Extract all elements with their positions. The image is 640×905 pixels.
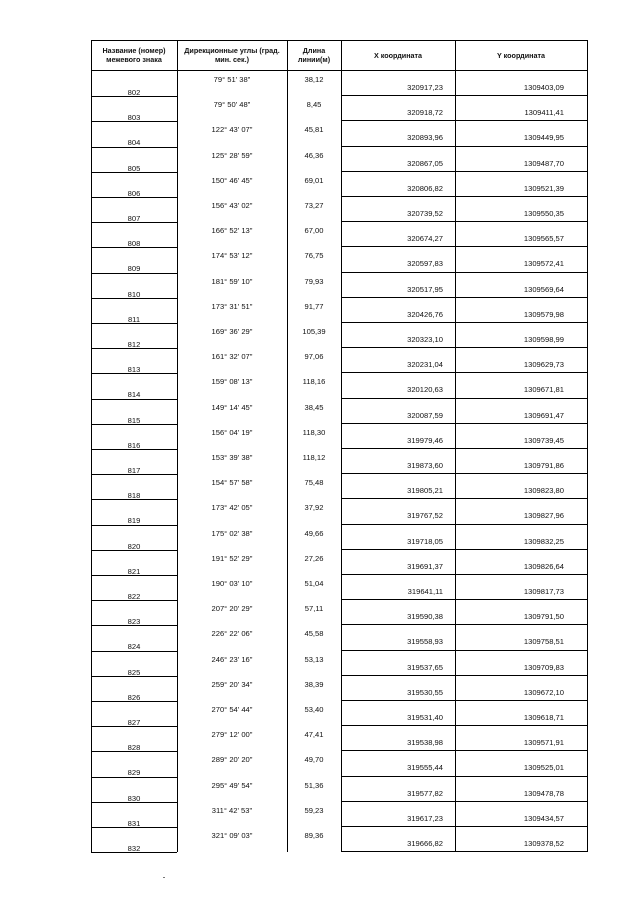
point-name: 817 [127, 466, 141, 475]
direction-angle: 166° 52' 13" [211, 226, 253, 236]
row-rule [341, 297, 587, 298]
y-coordinate: 1309629,73 [523, 360, 564, 370]
x-coordinate: 320120,63 [407, 385, 443, 395]
line-length: 57,11 [304, 604, 324, 614]
line-length: 67,00 [304, 226, 324, 236]
x-coordinate: 319530,55 [407, 687, 443, 697]
row-rule [341, 423, 587, 424]
point-name: 823 [127, 617, 141, 627]
direction-angle: 153° 39' 38" [211, 453, 253, 462]
x-coordinate: 320323,10 [407, 335, 443, 344]
point-name: 832 [127, 844, 141, 853]
x-coordinate: 320806,82 [407, 183, 443, 193]
y-coordinate: 1309791,50 [523, 612, 564, 622]
direction-angle: 122° 43' 07" [211, 125, 253, 135]
line-length: 118,16 [302, 377, 326, 387]
line-length: 76,75 [304, 251, 324, 261]
point-name: 820 [127, 541, 141, 551]
direction-angle: 181° 59' 10" [211, 276, 253, 286]
direction-angle: 289° 20' 20" [211, 755, 253, 765]
x-coordinate: 319590,38 [407, 612, 443, 622]
row-rule [341, 95, 587, 96]
point-name: 807 [127, 214, 141, 223]
x-coordinate: 319531,40 [407, 713, 443, 722]
line-length: 46,36 [304, 150, 324, 160]
line-length: 97,06 [304, 352, 324, 362]
line-length: 118,30 [302, 427, 326, 437]
y-coordinate: 1309521,39 [523, 183, 564, 193]
direction-angle: 295° 49' 54" [211, 780, 253, 790]
y-coordinate: 1309672,10 [523, 687, 564, 697]
line-length: 37,92 [304, 503, 324, 513]
x-coordinate: 319641,11 [407, 587, 443, 596]
line-length: 73,27 [304, 201, 324, 210]
line-length: 8,45 [306, 100, 322, 110]
line-length: 105,39 [302, 327, 326, 336]
point-name: 802 [127, 88, 141, 97]
point-name: 819 [127, 516, 141, 526]
row-rule [341, 171, 587, 172]
column-rule [587, 40, 588, 852]
point-name: 811 [127, 314, 141, 324]
y-coordinate: 1309569,64 [523, 284, 564, 294]
y-coordinate: 1309598,99 [523, 335, 564, 344]
table-top-rule [91, 40, 587, 41]
point-name: 815 [127, 415, 141, 425]
y-coordinate: 1309478,78 [523, 788, 564, 798]
x-coordinate: 320231,04 [407, 360, 443, 370]
x-coordinate: 319558,93 [407, 637, 443, 647]
y-coordinate: 1309758,51 [523, 637, 564, 647]
x-coordinate: 320674,27 [407, 234, 443, 244]
row-rule [341, 624, 587, 625]
point-name: 829 [127, 768, 141, 778]
y-coordinate: 1309565,57 [523, 234, 564, 244]
row-rule [341, 851, 587, 852]
y-coordinate: 1309449,95 [523, 133, 564, 143]
direction-angle: 190° 03' 10" [211, 579, 253, 588]
line-length: 38,45 [304, 402, 324, 412]
y-coordinate: 1309572,41 [523, 259, 564, 269]
y-coordinate: 1309487,70 [523, 158, 564, 168]
point-name: 813 [127, 365, 141, 375]
line-length: 27,26 [304, 553, 324, 563]
direction-angle: 173° 42' 05" [211, 503, 253, 513]
point-name: 809 [127, 264, 141, 274]
direction-angle: 125° 28' 59" [211, 150, 253, 160]
point-name: 822 [127, 592, 141, 601]
x-coordinate: 320893,96 [407, 133, 443, 143]
row-rule [341, 322, 587, 323]
x-coordinate: 319555,44 [407, 763, 443, 773]
line-length: 75,48 [304, 478, 324, 488]
x-coordinate: 320597,83 [407, 259, 443, 269]
y-coordinate: 1309832,25 [523, 536, 564, 546]
y-coordinate: 1309817,73 [523, 587, 564, 596]
row-rule [341, 675, 587, 676]
line-length: 51,04 [304, 579, 324, 588]
row-rule [341, 498, 587, 499]
point-name: 808 [127, 239, 141, 249]
direction-angle: 169° 36' 29" [211, 327, 253, 336]
row-rule [341, 801, 587, 802]
y-coordinate: 1309826,64 [523, 561, 564, 571]
x-coordinate: 320426,76 [407, 309, 443, 319]
x-coordinate: 319617,23 [407, 813, 443, 823]
direction-angle: 156° 43' 02" [211, 201, 253, 210]
line-length: 51,36 [304, 780, 324, 790]
y-coordinate: 1309691,47 [523, 410, 564, 420]
line-length: 49,66 [304, 528, 324, 538]
direction-angle: 161° 32' 07" [211, 352, 253, 362]
line-length: 69,01 [304, 175, 324, 185]
x-coordinate: 319767,52 [407, 511, 443, 521]
row-rule [341, 599, 587, 600]
row-rule [341, 372, 587, 373]
x-coordinate: 319979,46 [407, 435, 443, 445]
line-length: 49,70 [304, 755, 324, 765]
y-coordinate: 1309618,71 [523, 713, 564, 722]
row-rule [341, 448, 587, 449]
line-length: 79,93 [304, 276, 324, 286]
row-rule [341, 776, 587, 777]
point-name: 806 [127, 188, 141, 198]
direction-angle: 191° 52' 29" [211, 553, 253, 563]
row-rule [341, 826, 587, 827]
line-length: 91,77 [304, 301, 324, 311]
line-length: 38,39 [304, 679, 324, 689]
point-name: 826 [127, 692, 141, 702]
point-name: 827 [127, 718, 141, 727]
point-name: 804 [127, 138, 141, 148]
y-coordinate: 1309403,09 [523, 83, 564, 92]
row-rule [341, 700, 587, 701]
x-coordinate: 320918,72 [407, 108, 443, 118]
row-rule [341, 549, 587, 550]
x-coordinate: 319718,05 [407, 536, 443, 546]
direction-angle: 79° 51' 38" [213, 75, 251, 84]
y-coordinate: 1309434,57 [523, 813, 564, 823]
direction-angle: 156° 04' 19" [211, 427, 253, 437]
point-name: 810 [127, 289, 141, 299]
x-coordinate: 320517,95 [407, 284, 443, 294]
header-direction-angle: Дирекционные углы (град. мин. сек.) [177, 40, 287, 71]
line-length: 45,58 [304, 629, 324, 639]
x-coordinate: 320739,52 [407, 209, 443, 218]
y-coordinate: 1309823,80 [523, 486, 564, 496]
line-length: 53,40 [304, 705, 324, 714]
row-rule [341, 725, 587, 726]
direction-angle: 154° 57' 58" [211, 478, 253, 488]
row-rule [341, 120, 587, 121]
row-rule [341, 524, 587, 525]
point-name: 828 [127, 743, 141, 753]
row-rule [341, 398, 587, 399]
line-length: 53,13 [304, 654, 324, 664]
row-rule [341, 750, 587, 751]
y-coordinate: 1309525,01 [523, 763, 564, 773]
point-name: 805 [127, 163, 141, 173]
point-name: 831 [127, 818, 141, 828]
x-coordinate: 319873,60 [407, 461, 443, 470]
point-name: 830 [127, 793, 141, 803]
y-coordinate: 1309411,41 [524, 108, 564, 118]
x-coordinate: 320917,23 [407, 83, 443, 92]
direction-angle: 207° 20' 29" [211, 604, 253, 614]
y-coordinate: 1309378,52 [523, 839, 564, 848]
x-coordinate: 319666,82 [407, 839, 443, 848]
row-rule [341, 146, 587, 147]
y-coordinate: 1309827,96 [523, 511, 564, 521]
line-length: 47,41 [304, 730, 324, 740]
direction-angle: 159° 08' 13" [211, 377, 253, 387]
direction-angle: 279° 12' 00" [211, 730, 253, 740]
header-point-name: Название (номер) межевого знака [91, 40, 177, 71]
point-name: 818 [127, 491, 141, 501]
row-rule [341, 347, 587, 348]
row-rule [341, 272, 587, 273]
point-name: 814 [127, 390, 141, 400]
direction-angle: 150° 46' 45" [211, 175, 253, 185]
x-coordinate: 319538,98 [407, 738, 443, 748]
direction-angle: 270° 54' 44" [211, 705, 253, 714]
line-length: 89,36 [304, 831, 324, 840]
header-line-length: Длина линии(м) [287, 40, 341, 71]
y-coordinate: 1309791,86 [523, 461, 564, 470]
y-coordinate: 1309571,91 [523, 738, 564, 748]
point-name: 821 [127, 566, 141, 576]
direction-angle: 175° 02' 38" [211, 528, 253, 538]
line-length: 118,12 [302, 453, 326, 462]
x-coordinate: 319805,21 [407, 486, 443, 496]
direction-angle: 226° 22' 06" [211, 629, 253, 639]
line-length: 38,12 [304, 75, 324, 84]
row-rule [341, 650, 587, 651]
y-coordinate: 1309550,35 [523, 209, 564, 218]
header-x-coordinate: X координата [341, 40, 455, 71]
x-coordinate: 319537,65 [407, 662, 443, 672]
point-name: 812 [127, 340, 141, 349]
x-coordinate: 320867,05 [407, 158, 443, 168]
direction-angle: 246° 23' 16" [211, 654, 253, 664]
y-coordinate: 1309579,98 [523, 309, 564, 319]
direction-angle: 173° 31' 51" [211, 301, 253, 311]
row-rule [341, 574, 587, 575]
row-rule [341, 196, 587, 197]
coordinates-table [91, 40, 587, 852]
direction-angle: 79° 50' 48" [213, 100, 251, 110]
point-name: 816 [127, 440, 141, 450]
direction-angle: 321° 09' 03" [211, 831, 253, 840]
point-name: 825 [127, 667, 141, 677]
direction-angle: 259° 20' 34" [211, 679, 253, 689]
point-name: 803 [127, 113, 141, 123]
x-coordinate: 319691,37 [407, 561, 443, 571]
row-rule [341, 221, 587, 222]
y-coordinate: 1309671,81 [523, 385, 564, 395]
row-rule [341, 246, 587, 247]
line-length: 59,23 [304, 805, 324, 815]
direction-angle: 174° 53' 12" [211, 251, 253, 261]
header-y-coordinate: Y координата [455, 40, 587, 71]
x-coordinate: 320087,59 [407, 410, 443, 420]
y-coordinate: 1309709,83 [523, 662, 564, 672]
y-coordinate: 1309739,45 [523, 435, 564, 445]
x-coordinate: 319577,82 [407, 788, 443, 798]
page-mark [163, 877, 165, 878]
row-rule [341, 473, 587, 474]
line-length: 45,81 [304, 125, 324, 135]
direction-angle: 311° 42' 53" [211, 805, 253, 815]
point-name: 824 [127, 642, 141, 652]
direction-angle: 149° 14' 45" [211, 402, 253, 412]
